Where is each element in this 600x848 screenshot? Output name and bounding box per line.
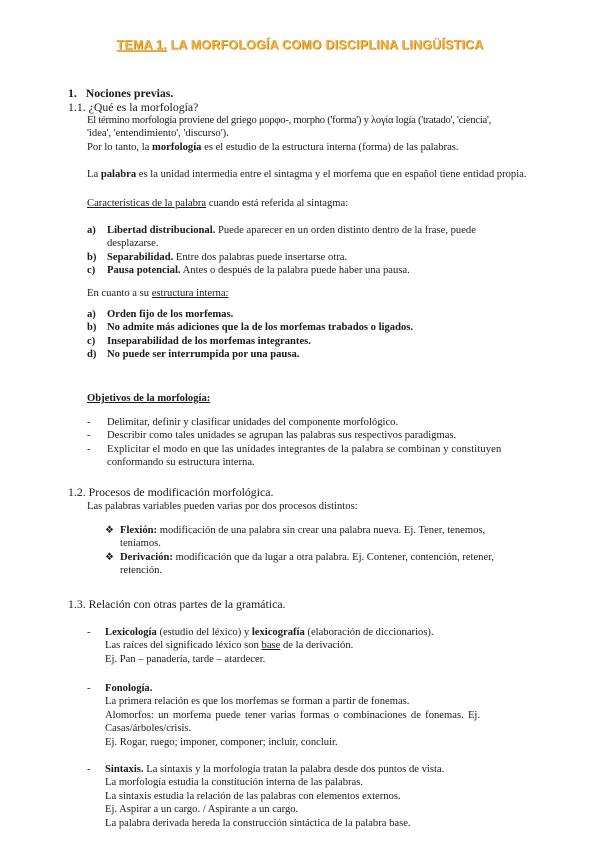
lexicology-line-1 (105, 626, 545, 639)
list-item (87, 264, 537, 277)
text-run: (estudio del léxico) y (156, 627, 252, 638)
section-1-2-heading: 1.2. Procesos de modificación morfológica. (68, 485, 274, 499)
list-item-text: modificación que da lugar a otra palabra. Ej. Contener, contención, retener, (172, 551, 494, 563)
list-item-text: Orden fijo de los morfemas. (107, 309, 234, 320)
text-run: cuando está referida al sintagma: (206, 198, 349, 209)
text-run: de la derivación. (280, 640, 354, 652)
term-morfologia: morfología (152, 141, 202, 153)
list-item (87, 429, 537, 442)
syntax-line-1 (105, 763, 545, 776)
characteristics-list (87, 224, 537, 278)
list-item-text: No puede ser interrumpida por una pausa. (107, 349, 300, 361)
syntax-line-3: La sintaxis estudia la relación de las palabras con elementos externos. (105, 790, 401, 802)
term-fonologia: Fonología. (105, 683, 153, 694)
list-item (87, 251, 537, 264)
list-label: b) (87, 251, 97, 263)
phonology-example: Ej. Rogar, ruego; imponer, componer; incluir, concluir. (105, 736, 338, 748)
title-number: TEMA 1. (116, 38, 167, 52)
term-lexicografia: lexicografía (251, 627, 305, 638)
structure-label: estructura interna: (151, 288, 229, 299)
underlined-base: base (261, 640, 281, 652)
phonology-block (105, 682, 539, 749)
section-1-2-intro: Las palabras variables pueden varias por dos procesos distintos: (87, 501, 358, 512)
text-run: En cuanto a su (87, 288, 152, 299)
list-item-text: Entre dos palabras puede insertarse otra. (173, 251, 348, 263)
section-1-number: 1. (68, 86, 77, 100)
structure-list (87, 308, 413, 362)
text-run: es la unidad intermedia entre el sintagma y el morfema que en español tiene entidad propia. (136, 169, 527, 180)
list-item (87, 308, 413, 321)
text-run: (elaboración de diccionarios). (304, 627, 434, 638)
syntax-example: Ej. Aspirar a un cargo. / Aspirante a un cargo. (105, 804, 299, 816)
dash-bullet: - (87, 417, 91, 428)
list-item-continuation: retención. (120, 565, 163, 577)
definition-paragraph (87, 114, 542, 154)
list-item (105, 551, 537, 564)
section-1-heading (68, 86, 173, 100)
phonology-line-1: La primera relación es que los morfemas se forman a partir de fonemas. (105, 696, 410, 708)
characteristics-label: Características de la palabra (87, 198, 207, 209)
characteristics-heading (87, 197, 348, 210)
list-item-text: Puede aparecer en un orden distinto dentro de la frase, puede (215, 225, 476, 236)
term-lexicologia: Lexicología (105, 627, 157, 638)
list-item-text: Delimitar, definir y clasificar unidades del componente morfológico. (107, 417, 399, 428)
list-item (87, 321, 413, 334)
list-item-text: Inseparabilidad de los morfemas integrantes. (107, 335, 311, 347)
section-1-title: Nociones previas. (85, 86, 174, 100)
list-item (87, 416, 537, 429)
objectives-heading: Objetivos de la morfología: (87, 393, 211, 404)
list-item (87, 224, 537, 237)
list-label: c) (87, 335, 96, 347)
page-title (0, 38, 600, 52)
text-run: Las raíces del significado léxico son (105, 640, 262, 652)
objectives-list (87, 416, 537, 470)
term-palabra: palabra (100, 169, 137, 180)
list-item-text: Describir como tales unidades se agrupan las palabras sus respectivos paradigmas. (107, 430, 457, 442)
lexicology-line-2 (105, 639, 545, 652)
dash-bullet: - (87, 443, 91, 455)
list-item-term: Separabilidad. (107, 251, 174, 263)
morphology-definition (87, 141, 542, 154)
dash-bullet: - (87, 430, 91, 442)
syntax-line-5: La palabra derivada hereda la construcción sintáctica de la palabra base. (105, 817, 411, 829)
list-item-term: Flexión: (120, 525, 158, 536)
list-item-continuation: desplazarse. (107, 238, 159, 250)
definition-line-1: El término morfología proviene del griego μορφο-, morpho ('forma') y λογία logía ('tratado', 'ciencia', (87, 115, 492, 126)
lexicology-block (105, 626, 545, 666)
phonology-line-3: Casas/árboles/crisis. (105, 723, 192, 735)
list-item-text: Antes o después de la palabra puede haber una pausa. (180, 265, 410, 277)
list-label: d) (87, 349, 97, 361)
list-item (87, 443, 537, 456)
dash-bullet: - (87, 683, 91, 694)
section-1-3-heading: 1.3. Relación con otras partes de la gramática. (68, 597, 286, 611)
list-item (87, 335, 413, 348)
list-item (105, 524, 537, 537)
section-1-1-heading: 1.1. ¿Qué es la morfología? (68, 100, 199, 114)
term-sintaxis: Sintaxis. (105, 764, 144, 775)
list-item-continuation: teníamos. (120, 538, 161, 550)
list-item-term: Pausa potencial. (107, 265, 181, 277)
text-run: La (87, 169, 101, 180)
word-definition (87, 168, 547, 181)
title-text: LA MORFOLOGÍA COMO DISCIPLINA LINGÜÍSTICA (170, 38, 484, 52)
list-label: b) (87, 322, 97, 334)
list-item-term: Libertad distribucional. (107, 225, 216, 236)
diamond-bullet-icon: ❖ (105, 525, 114, 536)
structure-heading (87, 287, 229, 300)
text-run: La sintaxis y la morfología tratan la palabra desde dos puntos de vista. (143, 764, 445, 775)
list-item (87, 348, 413, 361)
list-item-term: Derivación: (120, 551, 173, 563)
list-label: c) (87, 265, 96, 277)
list-item-continuation: conformando su estructura interna. (107, 457, 255, 469)
diamond-bullet-icon: ❖ (105, 551, 114, 563)
phonology-line-2: Alomorfos: un morfema puede tener varias formas o combinaciones de fonemas. Ej. (105, 709, 481, 721)
text-run: Por lo tanto, la (87, 141, 153, 153)
list-label: a) (87, 225, 96, 236)
dash-bullet: - (87, 764, 91, 775)
text-run: es el estudio de la estructura interna (forma) de las palabras. (201, 141, 459, 153)
list-item-text: No admite más adiciones que la de los morfemas trabados o ligados. (107, 322, 414, 334)
dash-bullet: - (87, 627, 91, 638)
list-item-text: modificación de una palabra sin crear una palabra nueva. Ej. Tener, tenemos, (157, 525, 486, 536)
syntax-line-2: La morfología estudia la constitución interna de las palabras. (105, 777, 363, 789)
lexicology-example: Ej. Pan – panadería, tarde – atardecer. (105, 653, 266, 665)
syntax-block (105, 763, 545, 830)
list-item-text: Explicitar el modo en que las unidades integrantes de la palabra se combinan y constituyen (107, 443, 502, 455)
definition-line-2: 'idea', 'entendimiento', 'discurso'). (87, 128, 229, 140)
list-label: a) (87, 309, 96, 320)
processes-list (105, 524, 537, 578)
